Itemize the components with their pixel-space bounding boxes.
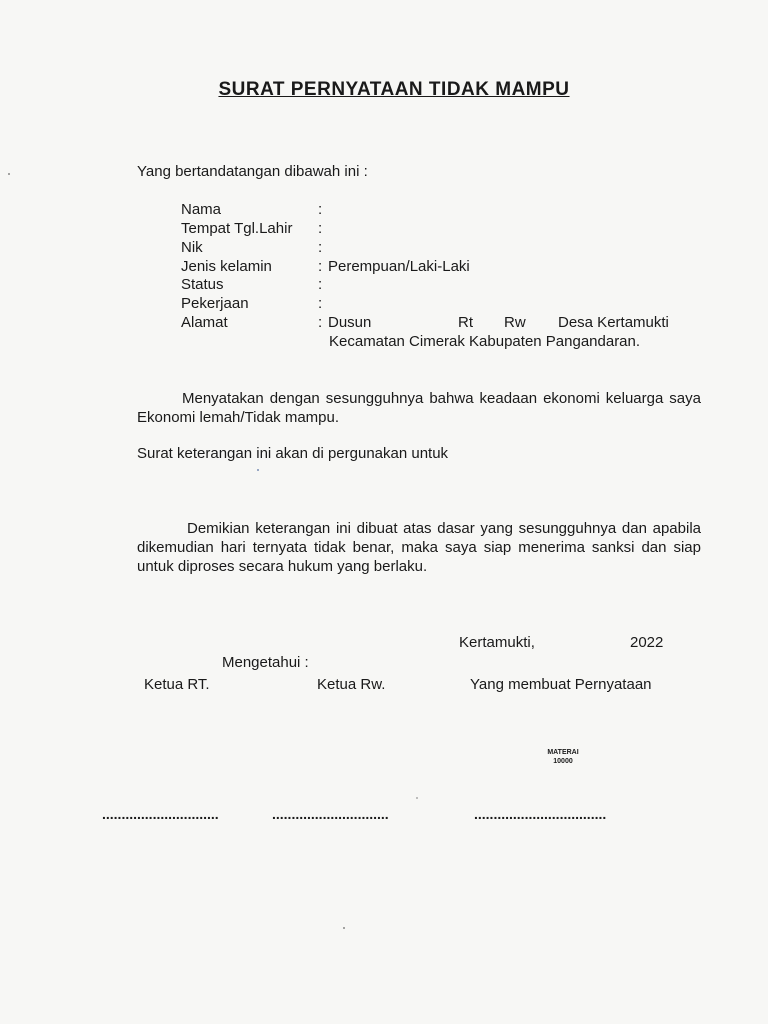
closing-paragraph: Demikian keterangan ini dibuat atas dasar yang sesungguhnya dan apabila dikemudian hari ternyata tidak benar, maka saya siap menerima sanksi dan siap untuk diproses secara hukum yang berlaku. — [137, 520, 701, 575]
field-colon: : — [318, 239, 323, 256]
field-label: Tempat Tgl.Lahir — [181, 220, 293, 237]
document-title: SURAT PERNYATAAN TIDAK MAMPU — [218, 79, 570, 100]
ketua-rw-label: Ketua Rw. — [317, 676, 386, 693]
statement-paragraph: Menyatakan dengan sesungguhnya bahwa keadaan ekonomi keluarga saya Ekonomi lemah/Tidak mampu. — [137, 390, 701, 426]
field-colon: : — [318, 220, 323, 237]
purpose-text: Surat keterangan ini akan di pergunakan untuk — [137, 445, 449, 462]
field-colon: : — [318, 314, 323, 331]
field-colon: : — [318, 295, 323, 312]
field-label: Status — [181, 276, 224, 293]
address-rt: Rt — [458, 314, 473, 331]
ink-speck — [416, 797, 418, 799]
field-label: Nik — [181, 239, 203, 256]
ink-speck — [8, 173, 10, 175]
field-label: Nama — [181, 201, 222, 218]
year-text: 2022 — [630, 634, 664, 651]
field-colon: : — [318, 258, 323, 275]
intro-text: Yang bertandatangan dibawah ini : — [137, 163, 368, 180]
address-line2: Kecamatan Cimerak Kabupaten Pangandaran. — [329, 333, 641, 350]
field-label: Alamat — [181, 314, 228, 331]
place-text: Kertamukti, — [459, 634, 535, 651]
field-label: Pekerjaan — [181, 295, 249, 312]
field-value: Dusun — [328, 314, 372, 331]
signature-line-rt: .............................. — [102, 806, 219, 822]
materai-line2: 10000 — [553, 758, 573, 765]
mengetahui-label: Mengetahui : — [222, 654, 309, 671]
address-rw: Rw — [504, 314, 526, 331]
pembuat-label: Yang membuat Pernyataan — [470, 676, 652, 693]
field-value: Perempuan/Laki-Laki — [328, 258, 470, 275]
ketua-rt-label: Ketua RT. — [144, 676, 210, 693]
signature-line-pembuat: .................................. — [474, 806, 607, 822]
address-desa: Desa Kertamukti — [558, 314, 669, 331]
ink-speck — [257, 469, 259, 471]
signature-line-rw: .............................. — [272, 806, 389, 822]
field-label: Jenis kelamin — [181, 258, 272, 275]
materai-line1: MATERAI — [547, 749, 579, 756]
materai-stamp — [538, 748, 588, 766]
field-colon: : — [318, 276, 323, 293]
field-colon: : — [318, 201, 323, 218]
ink-speck — [343, 927, 345, 929]
